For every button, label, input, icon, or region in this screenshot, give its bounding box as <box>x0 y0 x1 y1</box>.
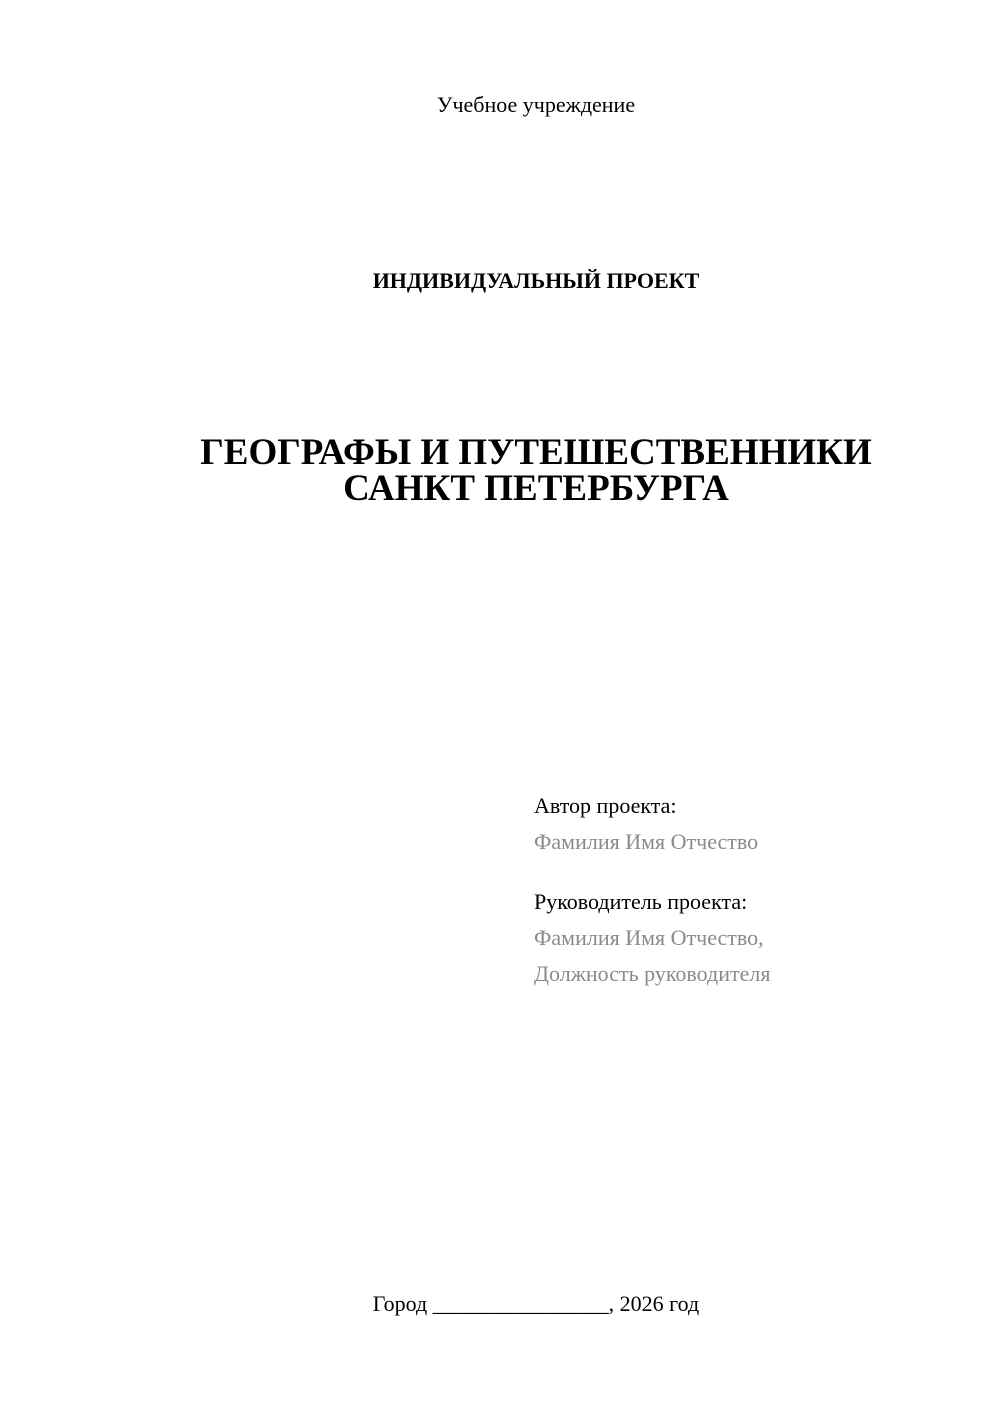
project-title <box>0 432 1000 509</box>
city-year-line: Город ________________, 2026 год <box>372 1291 700 1316</box>
project-title-line-2: САНКТ ПЕТЕРБУРГА <box>343 468 729 509</box>
institution-name: Учебное учреждение <box>436 92 636 117</box>
supervisor-name: Фамилия Имя Отчество, <box>534 925 764 950</box>
author-label: Автор проекта: <box>534 793 677 818</box>
supervisor-label: Руководитель проекта: <box>534 889 748 914</box>
document-type-heading: ИНДИВИДУАЛЬНЫЙ ПРОЕКТ <box>372 268 700 293</box>
supervisor-position: Должность руководителя <box>534 961 771 986</box>
info-spacer <box>534 860 974 884</box>
author-name: Фамилия Имя Отчество <box>534 829 759 854</box>
project-info-block <box>534 788 974 992</box>
project-title-line-1: ГЕОГРАФЫ И ПУТЕШЕСТВЕННИКИ <box>200 432 872 473</box>
